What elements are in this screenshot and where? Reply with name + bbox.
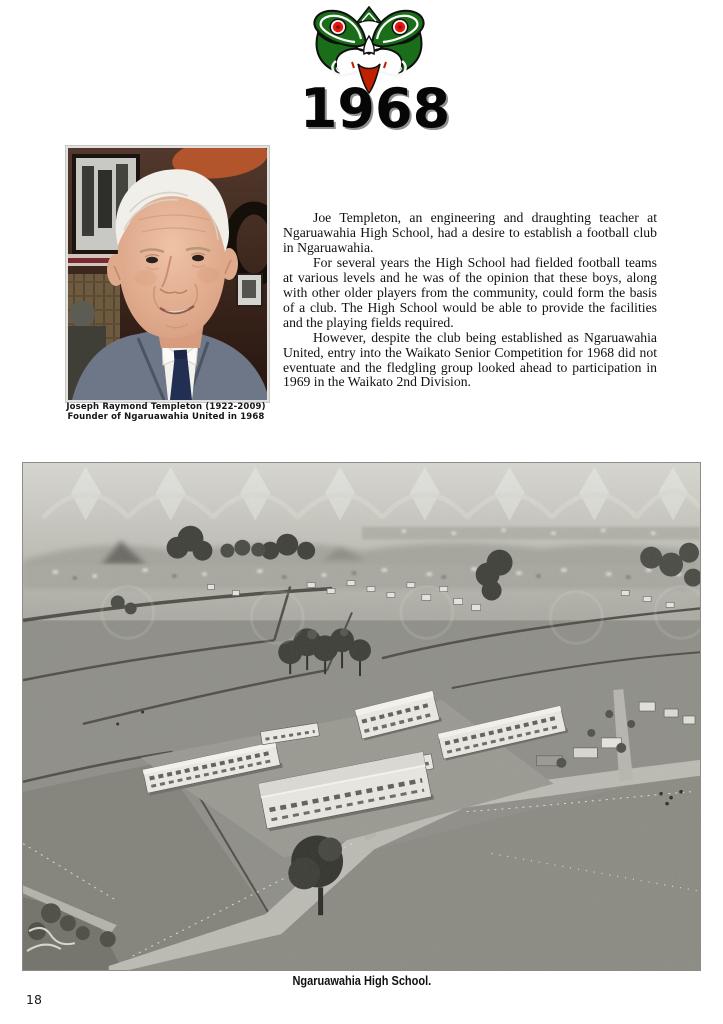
portrait-caption-line2: Founder of Ngaruawahia United in 1968	[67, 411, 265, 422]
article-paragraph-2: For several years the High School had fielded football teams at various levels and he was of the opinion that these boys, along with other older players from the community, could form the basis of a club. The High School would be able to provide the facilities and the playing fields required.	[283, 254, 657, 330]
templeton-portrait-photo	[66, 146, 269, 402]
aerial-photo	[22, 462, 701, 971]
article-text	[283, 211, 657, 390]
article-paragraph-1: Joe Templeton, an engineering and draughting teacher at Ngaruawahia High School, had a desire to establish a football club in Ngaruawahia.	[283, 210, 657, 255]
article-paragraph-3: However, despite the club being established as Ngaruawahia United, entry into the Waikato Senior Competition for 1968 did not eventuate and the fledgling group looked ahead to participation in 1969 in the Waikato 2nd Division.	[283, 329, 657, 390]
portrait-caption	[40, 403, 292, 423]
aerial-photo-caption: Ngaruawahia High School.	[292, 974, 431, 988]
aerial-image	[23, 463, 700, 970]
portrait-image	[68, 148, 267, 400]
year-1968: 1968	[299, 77, 451, 140]
page-number: 18	[26, 992, 42, 1007]
portrait-caption-line1: Joseph Raymond Templeton (1922-2009)	[66, 402, 266, 412]
